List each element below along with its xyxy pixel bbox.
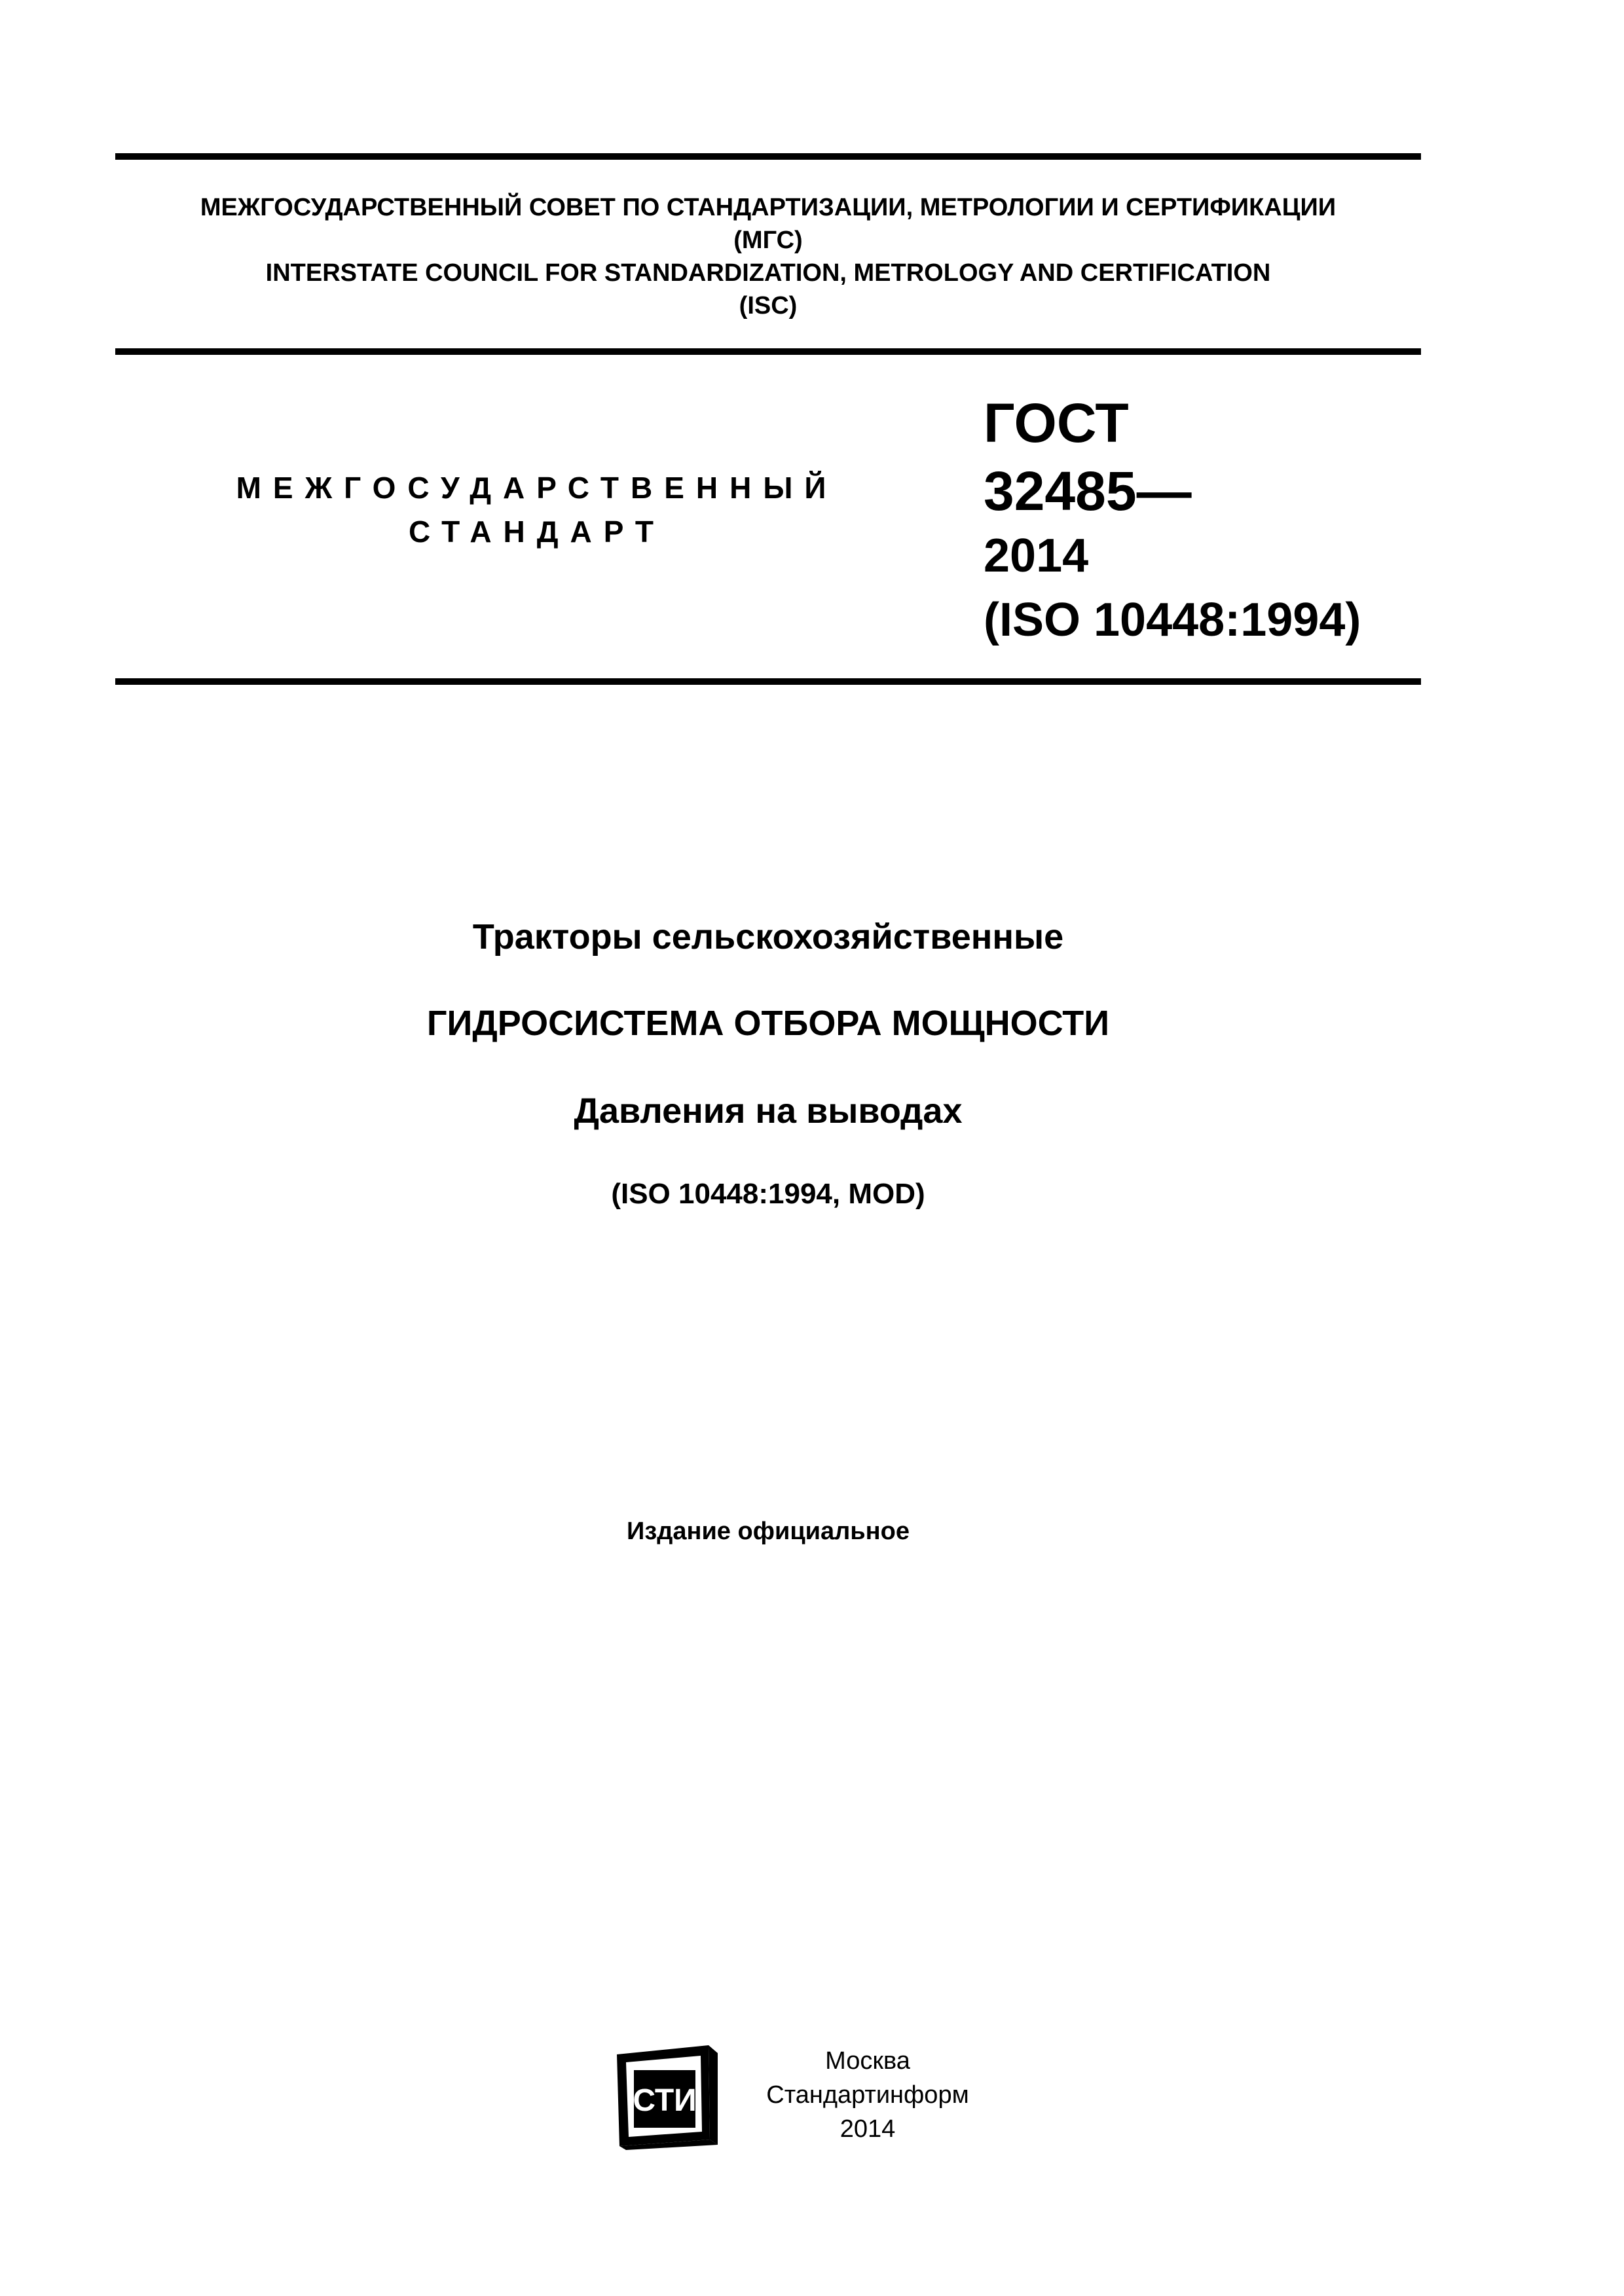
header-divider — [115, 348, 1421, 355]
title-aspect: Давления на выводах — [574, 1091, 963, 1131]
standard-type-line1: МЕЖГОСУДАРСТВЕННЫЙ — [236, 471, 838, 505]
council-abbr-en: (ISC) — [739, 292, 798, 319]
standard-type-line2: СТАНДАРТ — [409, 515, 665, 549]
publisher-city: Москва — [825, 2047, 910, 2075]
council-header — [115, 191, 1421, 322]
standartinform-logo-icon — [610, 2041, 720, 2150]
title-main: ГИДРОСИСТЕМА ОТБОРА МОЩНОСТИ — [426, 1004, 1110, 1043]
standard-type — [216, 466, 858, 554]
standard-designation — [984, 386, 1361, 652]
publisher-block — [747, 2044, 989, 2146]
council-name-ru: МЕЖГОСУДАРСТВЕННЫЙ СОВЕТ ПО СТАНДАРТИЗАЦИИ, МЕТРОЛОГИИ И СЕРТИФИКАЦИИ — [200, 194, 1337, 221]
publisher-year: 2014 — [840, 2115, 896, 2143]
council-abbr-ru: (МГС) — [733, 227, 803, 254]
logo-lettering: СТИ — [633, 2083, 697, 2118]
edition-label: Издание официальное — [627, 1518, 910, 1545]
designation-iso: (ISO 10448:1994) — [984, 594, 1361, 646]
top-rule — [115, 153, 1421, 160]
council-name-en: INTERSTATE COUNCIL FOR STANDARDIZATION, METROLOGY AND CERTIFICATION — [265, 259, 1271, 287]
title-subject: Тракторы сельскохозяйственные — [472, 917, 1064, 957]
title-iso-reference: (ISO 10448:1994, MOD) — [611, 1178, 925, 1210]
publisher-name: Стандартинформ — [766, 2081, 969, 2109]
designation-gost: ГОСТ — [984, 392, 1129, 454]
designation-year: 2014 — [984, 530, 1089, 582]
designation-number: 32485— — [984, 460, 1192, 522]
designation-divider — [115, 678, 1421, 685]
